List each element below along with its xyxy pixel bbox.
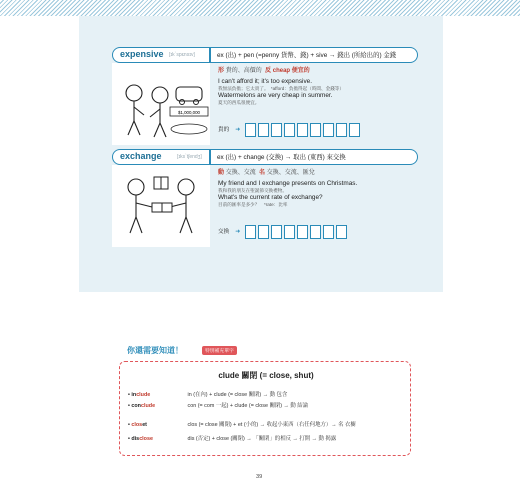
etymology-bar bbox=[210, 149, 418, 165]
word-tab bbox=[112, 47, 210, 63]
word-root: et bbox=[142, 422, 147, 428]
arrow-icon: ➜ bbox=[235, 127, 241, 133]
letter-box[interactable] bbox=[336, 225, 347, 239]
word-prefix: dis bbox=[131, 436, 140, 442]
letter-box[interactable] bbox=[323, 123, 334, 137]
arrow-icon: ➜ bbox=[235, 229, 241, 235]
illustration bbox=[112, 63, 210, 145]
example-1-en: I can't afford it; it's too expensive. bbox=[218, 78, 312, 85]
row-description: in (在內) + clude (= close 關閉) → 動 包含 bbox=[187, 392, 288, 398]
root-heading: clude 關閉 (= close, shut) bbox=[218, 371, 314, 380]
entry-body bbox=[210, 63, 418, 145]
letter-box[interactable] bbox=[336, 123, 347, 137]
meaning: 貴的、高價的 bbox=[225, 68, 262, 74]
root-row: • closet clos (= close 關閉) + et (小的) → 收起小東西（右任何地方）→ 名 衣櫥 bbox=[128, 422, 356, 428]
word-prefix: in bbox=[131, 392, 137, 398]
expensive-illustration bbox=[112, 63, 210, 145]
price-tag-label: $1,000,000 bbox=[178, 110, 200, 115]
row-description: dis (否定) + close (關閉) → 「關閉」的相反 → 打開 → 動 揭露 bbox=[187, 436, 337, 442]
row-description: clos (= close 關閉) + et (小的) → 收起小東西（右任何地方）→ 名 衣櫥 bbox=[187, 422, 356, 428]
example-2-en: What's the current rate of exchange? bbox=[218, 194, 323, 201]
entry-expensive bbox=[112, 47, 418, 147]
practice-row bbox=[218, 225, 347, 239]
word-root: clude bbox=[140, 403, 156, 409]
example-1-zh: 我無法負擔；它太貴了。 *afford：負擔得起（時間、金錢等） bbox=[218, 86, 344, 91]
top-stripe bbox=[0, 0, 520, 16]
practice-label: 交換 bbox=[218, 229, 230, 235]
pos-tag: 動 bbox=[218, 170, 225, 176]
entry-header bbox=[112, 149, 418, 165]
root-row: • disclose dis (否定) + close (關閉) → 「關閉」的相反 → 打開 → 動 揭露 bbox=[128, 436, 337, 442]
entry-exchange bbox=[112, 149, 418, 249]
example-1-en: My friend and I exchange presents on Christmas. bbox=[218, 180, 358, 187]
word-prefix: con bbox=[131, 403, 141, 409]
letter-box[interactable] bbox=[271, 225, 282, 239]
letter-box[interactable] bbox=[284, 225, 295, 239]
letter-box[interactable] bbox=[284, 123, 295, 137]
pos-tag: 形 bbox=[218, 68, 225, 74]
meaning: 交換、交流 bbox=[225, 170, 256, 176]
word-root: close bbox=[139, 436, 153, 442]
letter-box[interactable] bbox=[323, 225, 334, 239]
letter-box[interactable] bbox=[297, 123, 308, 137]
practice-label: 貴的 bbox=[218, 127, 230, 133]
exchange-illustration bbox=[112, 165, 210, 247]
word-prefix: clos bbox=[131, 422, 143, 428]
etymology-text: ex (出) + pen (=penny 貨幣、錢) + sive → 錢出 (所給出的) 金錢 bbox=[211, 48, 417, 62]
example-2-en: Watermelons are very cheap in summer. bbox=[218, 92, 333, 99]
antonym: cheap 便宜的 bbox=[272, 68, 310, 74]
did-you-know-title: 你還需要知道！ bbox=[127, 346, 183, 355]
entry-body bbox=[210, 165, 418, 247]
letter-box[interactable] bbox=[297, 225, 308, 239]
letter-box[interactable] bbox=[310, 123, 321, 137]
antonym-tag: 反 bbox=[265, 68, 272, 74]
letter-box[interactable] bbox=[310, 225, 321, 239]
page-number: 39 bbox=[256, 474, 263, 480]
phonetic: [ɪks`tʃendʒ] bbox=[177, 154, 202, 160]
practice-row bbox=[218, 123, 360, 137]
letter-box[interactable] bbox=[245, 123, 256, 137]
meaning-2: 交換、交流、匯兌 bbox=[266, 170, 315, 176]
did-you-know-box bbox=[119, 361, 411, 456]
letter-box[interactable] bbox=[349, 123, 360, 137]
illustration bbox=[112, 165, 210, 247]
root-row: • include in (在內) + clude (= close 關閉) → 動 包含 bbox=[128, 392, 288, 398]
did-you-know-tag: 特別補充單字 bbox=[202, 346, 237, 355]
headword: expensive bbox=[120, 49, 164, 59]
example-2-zh: 目前的匯率是多少？ *rate：比率 bbox=[218, 202, 288, 207]
entry-header bbox=[112, 47, 418, 63]
letter-box[interactable] bbox=[271, 123, 282, 137]
headword: exchange bbox=[120, 151, 162, 161]
example-2-zh: 夏天的西瓜很便宜。 bbox=[218, 100, 260, 105]
root-row: • conclude con (= com 一起) + clude (= close 關閉) → 動 結論 bbox=[128, 403, 309, 409]
word-root: clude bbox=[136, 392, 151, 398]
letter-box[interactable] bbox=[258, 123, 269, 137]
letter-box[interactable] bbox=[258, 225, 269, 239]
row-description: con (= com 一起) + clude (= close 關閉) → 動 結論 bbox=[187, 403, 309, 409]
letter-box[interactable] bbox=[245, 225, 256, 239]
etymology-bar bbox=[210, 47, 418, 63]
etymology-text: ex (出) + change (交換) → 取出 (東西) 來交換 bbox=[211, 150, 417, 164]
phonetic: [ɪk`spɛnsɪv] bbox=[169, 52, 195, 58]
example-1-zh: 我和我的朋友在聖誕節交換禮物。 bbox=[218, 188, 287, 193]
pos-tag-2: 名 bbox=[259, 170, 266, 176]
word-tab bbox=[112, 149, 210, 165]
